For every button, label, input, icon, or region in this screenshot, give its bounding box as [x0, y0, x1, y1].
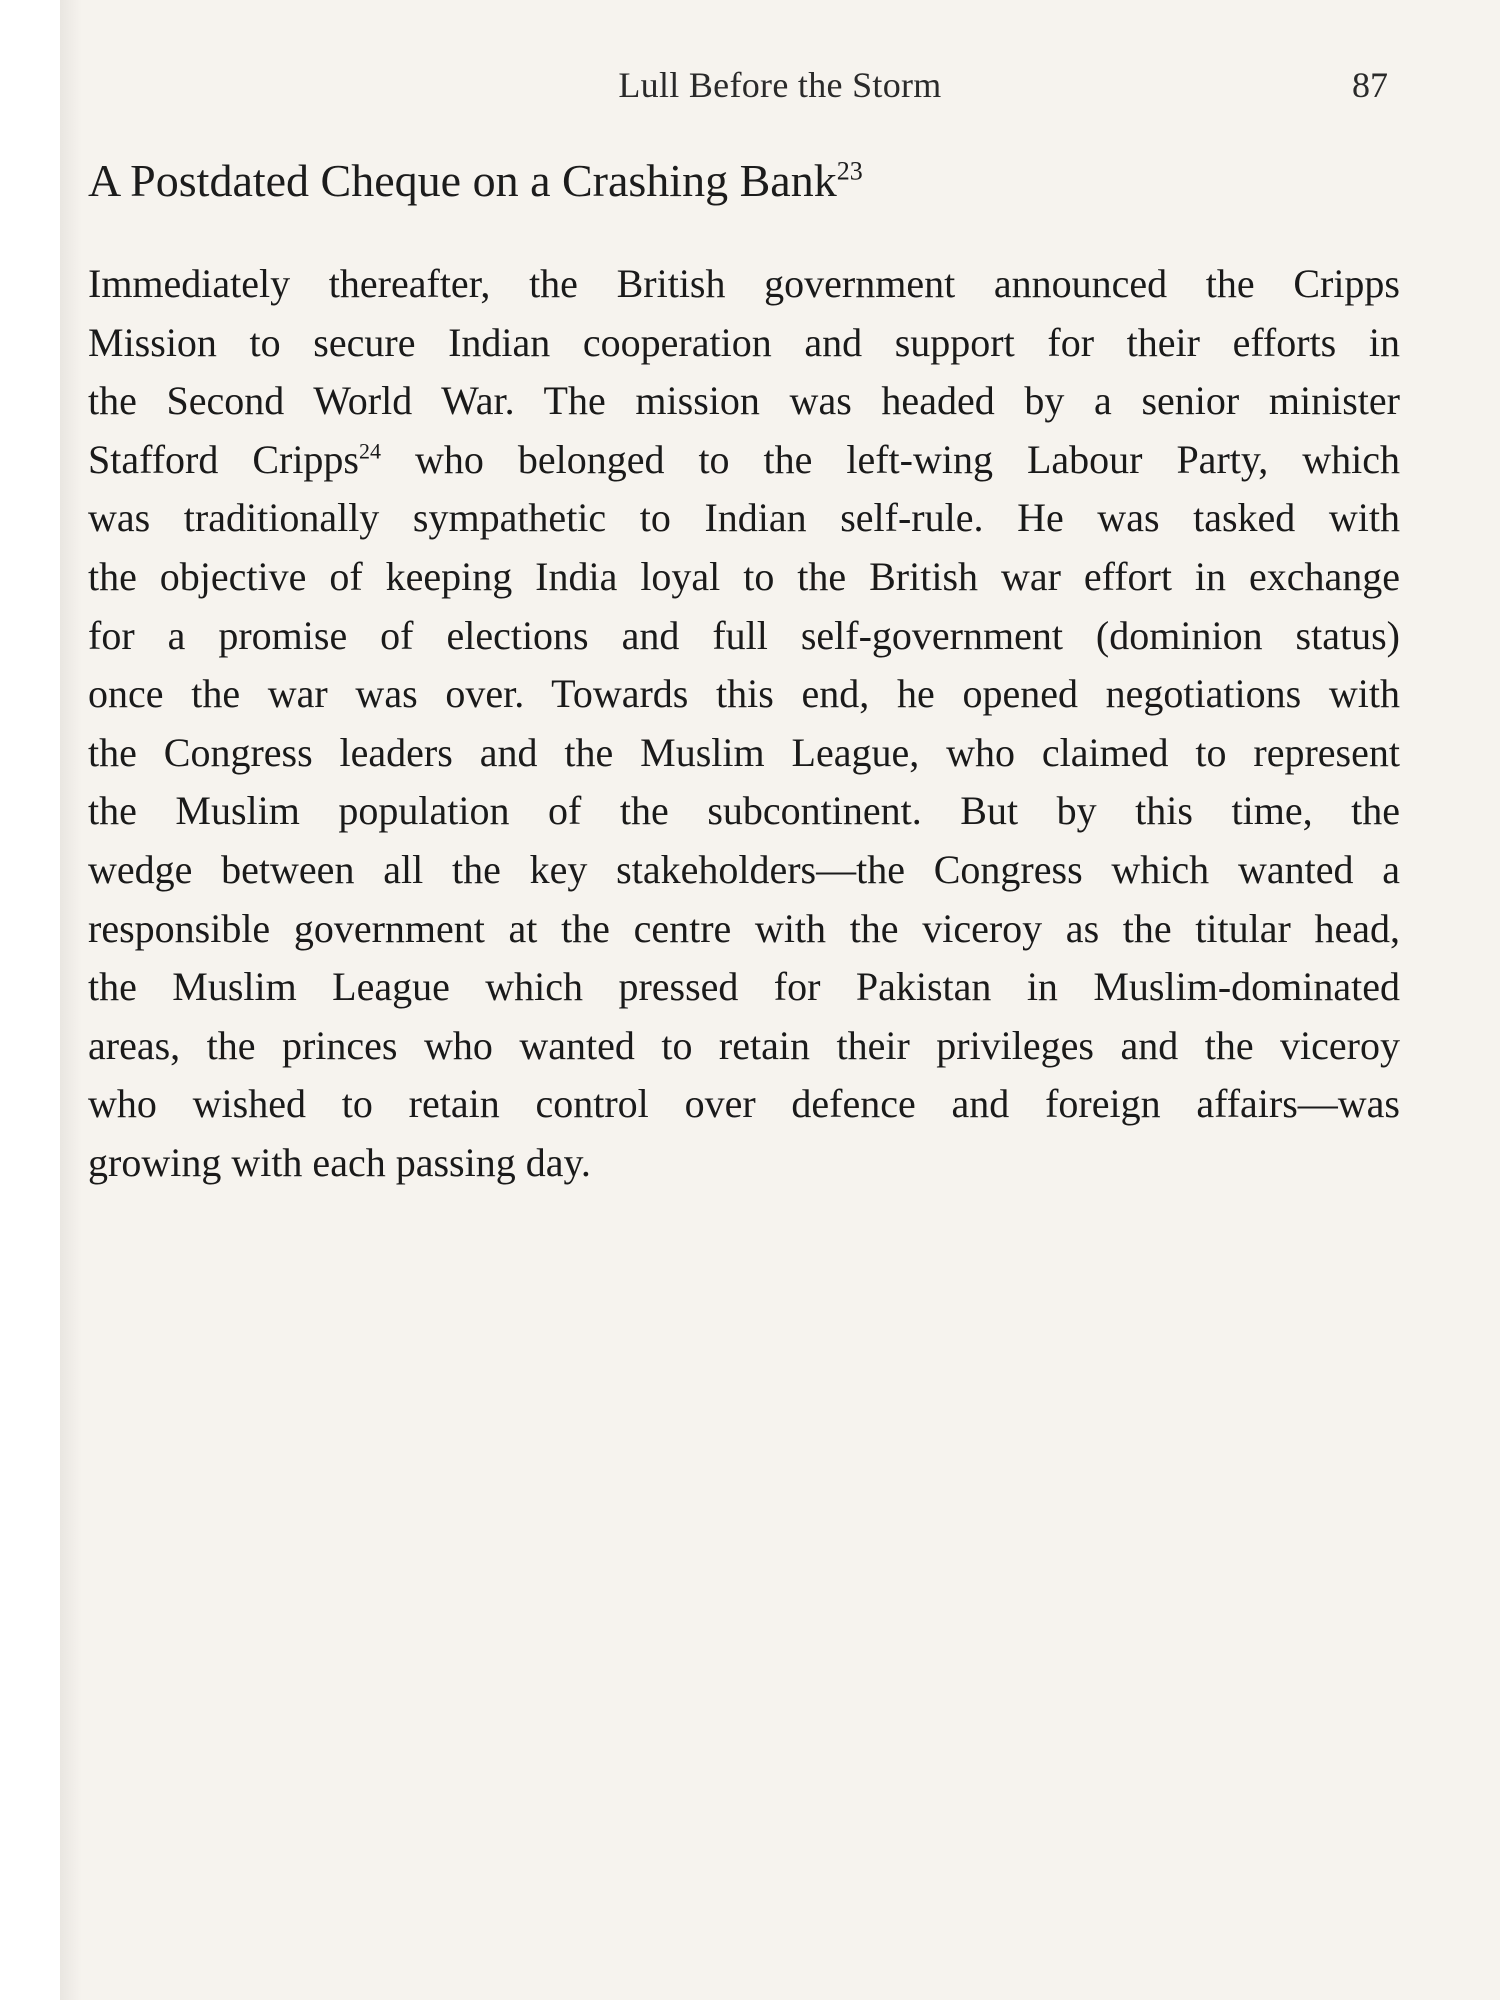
body-line: areas, the princes who wanted to retain their privileges and the viceroy	[88, 1022, 1400, 1068]
body-line-last: growing with each passing day.	[88, 1139, 591, 1185]
book-page	[60, 0, 1500, 2000]
body-line: the Muslim League which pressed for Pakistan in Muslim-dominated	[88, 964, 1400, 1010]
body-line: the Second World War. The mission was headed by a senior minister	[88, 378, 1400, 424]
body-line: the objective of keeping India loyal to the British war effort in exchange	[88, 553, 1400, 599]
body-line-part: Stafford Cripps	[88, 436, 360, 482]
body-line: Immediately thereafter, the British government announced the Cripps	[88, 261, 1400, 306]
body-line-with-footnote	[88, 431, 1400, 490]
body-line: responsible government at the centre with the viceroy as the titular head,	[88, 905, 1400, 951]
running-head: Lull Before the Storm	[618, 65, 942, 105]
body-line: wedge between all the key stakeholders—the Congress which wanted a	[88, 846, 1400, 892]
body-line: once the war was over. Towards this end, he opened negotiations with	[88, 671, 1400, 717]
body-line: was traditionally sympathetic to Indian self-rule. He was tasked with	[88, 495, 1400, 541]
body-line: who wished to retain control over defence and foreign affairs—was	[88, 1081, 1400, 1127]
body-line: for a promise of elections and full self-government (dominion status)	[88, 612, 1400, 658]
body-line: the Congress leaders and the Muslim League, who claimed to represent	[88, 729, 1400, 775]
body-paragraph	[88, 255, 1400, 1193]
body-line: the Muslim population of the subcontinent. But by this time, the	[88, 788, 1400, 834]
body-line-part: who belonged to the left-wing Labour Party, which	[381, 436, 1401, 482]
body-line: Mission to secure Indian cooperation and support for their efforts in	[88, 319, 1400, 365]
footnote-ref-23: 23	[836, 156, 863, 186]
footnote-ref-24: 24	[359, 438, 382, 464]
section-heading	[88, 154, 863, 207]
page-gutter-shadow	[60, 0, 82, 2000]
section-heading-text: A Postdated Cheque on a Crashing Bank	[88, 155, 837, 206]
page-number: 87	[1352, 65, 1388, 105]
